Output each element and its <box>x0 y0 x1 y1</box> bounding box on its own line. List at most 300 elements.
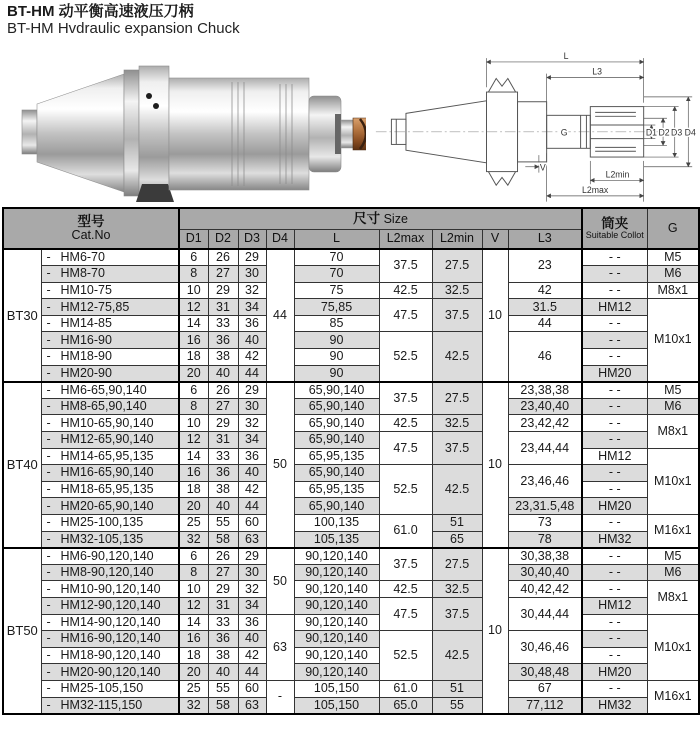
cell-L2max: 65.0 <box>379 697 432 714</box>
model-name: HM8-70 <box>60 266 105 281</box>
cell-L: 70 <box>294 266 379 283</box>
cell-name <box>41 614 179 631</box>
cell-L2max: 61.0 <box>379 680 432 697</box>
cell-name <box>41 515 179 532</box>
page-subtitle: BT-HM Hvdraulic expansion Chuck <box>7 20 240 37</box>
row-bullet: - <box>46 482 51 497</box>
cell-D4: - <box>266 680 294 713</box>
row-bullet: - <box>46 614 51 629</box>
cell-name <box>41 349 179 366</box>
table-row <box>3 631 699 648</box>
cell-D3: 32 <box>238 415 266 432</box>
cell-D3: 40 <box>238 631 266 648</box>
cell-L2min: 27.5 <box>432 249 482 282</box>
cell-L3: 78 <box>508 531 582 548</box>
table-row <box>3 597 699 614</box>
cell-name <box>41 332 179 349</box>
cell-D2: 36 <box>208 631 238 648</box>
model-name: HM18-90,120,140 <box>60 647 161 662</box>
row-bullet: - <box>46 415 51 430</box>
model-name: HM32-105,135 <box>60 531 144 546</box>
cell-L3: 46 <box>508 332 582 382</box>
cell-D1: 25 <box>179 680 208 697</box>
cell-L: 90 <box>294 349 379 366</box>
cell-D3: 34 <box>238 597 266 614</box>
table-row <box>3 498 699 515</box>
cell-D3: 60 <box>238 680 266 697</box>
model-name: HM25-105,150 <box>60 681 144 696</box>
header-d3: D3 <box>238 229 266 249</box>
header-collet <box>582 208 647 249</box>
cell-D3: 63 <box>238 531 266 548</box>
header-l3: L3 <box>508 229 582 249</box>
cell-D1: 12 <box>179 432 208 449</box>
cell-D4: 44 <box>266 249 294 382</box>
cell-L3: 30,38,38 <box>508 548 582 565</box>
cell-D2: 40 <box>208 664 238 681</box>
cell-L2max: 42.5 <box>379 581 432 598</box>
cell-L: 65,95,135 <box>294 448 379 465</box>
cell-collet: HM12 <box>582 597 647 614</box>
cell-G: M6 <box>647 266 699 283</box>
model-name: HM6-90,120,140 <box>60 548 154 563</box>
cell-D3: 63 <box>238 697 266 714</box>
cell-D1: 32 <box>179 531 208 548</box>
cell-collet: - - <box>582 249 647 266</box>
cell-L: 65,90,140 <box>294 382 379 399</box>
row-bullet: - <box>46 565 51 580</box>
cell-D4: 63 <box>266 614 294 680</box>
table-row <box>3 465 699 482</box>
cell-D3: 34 <box>238 299 266 316</box>
cell-D1: 10 <box>179 581 208 598</box>
cell-name <box>41 581 179 598</box>
table-row <box>3 299 699 316</box>
model-name: HM6-65,90,140 <box>60 382 147 397</box>
table-row <box>3 664 699 681</box>
model-name: HM20-90 <box>60 365 112 380</box>
product-photo <box>8 44 366 206</box>
cell-collet: - - <box>582 680 647 697</box>
row-bullet: - <box>46 432 51 447</box>
section-label: BT30 <box>3 249 41 382</box>
cell-G: M6 <box>647 564 699 581</box>
cell-L2min: 27.5 <box>432 548 482 581</box>
cell-collet: - - <box>582 432 647 449</box>
cell-L2min: 37.5 <box>432 597 482 630</box>
cell-name <box>41 597 179 614</box>
cell-collet: - - <box>582 332 647 349</box>
cell-L: 70 <box>294 249 379 266</box>
cell-L: 90,120,140 <box>294 647 379 664</box>
header-l2max: L2max <box>379 229 432 249</box>
cell-L3: 31.5 <box>508 299 582 316</box>
cell-name <box>41 266 179 283</box>
header-catno-zh: 型号 <box>77 213 105 229</box>
cell-collet: - - <box>582 564 647 581</box>
dim-label-D1: D1 <box>645 127 658 138</box>
header-collet-zh: 筒夹 <box>601 215 629 231</box>
cell-D3: 32 <box>238 282 266 299</box>
cell-D2: 27 <box>208 564 238 581</box>
table-row <box>3 349 699 366</box>
table-row <box>3 697 699 714</box>
cell-D2: 31 <box>208 299 238 316</box>
cell-V: 10 <box>482 249 508 382</box>
cell-collet: - - <box>582 465 647 482</box>
header-size-en: Size <box>383 211 408 226</box>
cell-collet: - - <box>582 398 647 415</box>
cell-D3: 30 <box>238 564 266 581</box>
cell-L3: 40,42,42 <box>508 581 582 598</box>
cell-L2min: 42.5 <box>432 631 482 681</box>
cell-D3: 29 <box>238 548 266 565</box>
cell-collet: - - <box>582 515 647 532</box>
cell-collet: HM32 <box>582 531 647 548</box>
cell-collet: - - <box>582 548 647 565</box>
cell-D2: 33 <box>208 315 238 332</box>
header-catno-en: Cat.No <box>71 228 111 243</box>
table-row <box>3 315 699 332</box>
row-bullet: - <box>46 498 51 513</box>
photo-nose-bore <box>335 114 341 154</box>
table-row <box>3 382 699 399</box>
cell-collet: - - <box>582 382 647 399</box>
section-label: BT50 <box>3 548 41 714</box>
model-name: HM20-90,120,140 <box>60 664 161 679</box>
cell-V: 10 <box>482 548 508 714</box>
model-name: HM10-65,90,140 <box>60 415 154 430</box>
photo-taper <box>37 74 124 192</box>
cell-D2: 55 <box>208 680 238 697</box>
row-bullet: - <box>46 382 51 397</box>
cell-L3: 23,31.5,48 <box>508 498 582 515</box>
dim-label-V: V <box>539 162 546 173</box>
cell-L2max: 42.5 <box>379 282 432 299</box>
cell-D3: 60 <box>238 515 266 532</box>
dim-label-D3: D3 <box>671 127 683 138</box>
cell-L: 85 <box>294 315 379 332</box>
table-row <box>3 266 699 283</box>
row-bullet: - <box>46 332 51 347</box>
dim-label-G: G <box>560 127 568 138</box>
cell-D1: 18 <box>179 481 208 498</box>
model-name: HM20-65,90,140 <box>60 498 154 513</box>
cell-D3: 30 <box>238 266 266 283</box>
cell-L: 90 <box>294 332 379 349</box>
cell-D2: 36 <box>208 465 238 482</box>
cell-G: M10x1 <box>647 614 699 680</box>
cell-D4: 50 <box>266 548 294 614</box>
cell-D2: 26 <box>208 249 238 266</box>
row-bullet: - <box>46 316 51 331</box>
table-row <box>3 448 699 465</box>
cell-G: M16x1 <box>647 680 699 713</box>
cell-L3: 77,112 <box>508 697 582 714</box>
row-bullet: - <box>46 681 51 696</box>
cell-name <box>41 315 179 332</box>
cell-L: 105,150 <box>294 680 379 697</box>
cell-collet: - - <box>582 647 647 664</box>
cell-D1: 8 <box>179 266 208 283</box>
cell-D2: 40 <box>208 365 238 382</box>
cell-L2max: 37.5 <box>379 382 432 415</box>
header-size-zh: 尺寸 <box>353 210 381 226</box>
cell-D2: 29 <box>208 415 238 432</box>
cell-L3: 23,42,42 <box>508 415 582 432</box>
cell-D2: 27 <box>208 398 238 415</box>
section-label: BT40 <box>3 382 41 548</box>
model-name: HM8-65,90,140 <box>60 399 147 414</box>
model-name: HM14-90,120,140 <box>60 614 161 629</box>
cell-L: 65,90,140 <box>294 398 379 415</box>
cell-name <box>41 365 179 382</box>
cell-L: 65,95,135 <box>294 481 379 498</box>
row-bullet: - <box>46 465 51 480</box>
row-bullet: - <box>46 299 51 314</box>
cell-collet: HM32 <box>582 697 647 714</box>
row-bullet: - <box>46 598 51 613</box>
cell-D2: 38 <box>208 481 238 498</box>
cell-L2max: 61.0 <box>379 515 432 548</box>
cell-D3: 30 <box>238 398 266 415</box>
cell-L3: 30,44,44 <box>508 597 582 630</box>
cell-L: 105,150 <box>294 697 379 714</box>
dim-label-L2max: L2max <box>582 184 609 195</box>
model-name: HM12-65,90,140 <box>60 432 154 447</box>
header-d2: D2 <box>208 229 238 249</box>
photo-drive-slot <box>136 184 174 202</box>
cell-D1: 12 <box>179 597 208 614</box>
header-size <box>179 208 582 229</box>
header-collet-en: Suitable Collot <box>585 230 644 241</box>
table-row <box>3 581 699 598</box>
model-name: HM25-100,135 <box>60 515 144 530</box>
row-bullet: - <box>46 697 51 712</box>
cell-D3: 42 <box>238 349 266 366</box>
row-bullet: - <box>46 266 51 281</box>
cell-G: M8x1 <box>647 415 699 448</box>
cell-L2max: 37.5 <box>379 548 432 581</box>
cell-D3: 40 <box>238 332 266 349</box>
photo-body <box>169 78 309 190</box>
cell-D1: 20 <box>179 365 208 382</box>
cell-collet: - - <box>582 282 647 299</box>
photo-balance-hole <box>146 93 152 99</box>
cell-L2max: 47.5 <box>379 432 432 465</box>
model-name: HM10-75 <box>60 282 112 297</box>
cell-L3: 30,48,48 <box>508 664 582 681</box>
model-name: HM8-90,120,140 <box>60 565 154 580</box>
table-row <box>3 365 699 382</box>
cell-D2: 58 <box>208 531 238 548</box>
cell-L3: 23,44,44 <box>508 432 582 465</box>
cell-L3: 73 <box>508 515 582 532</box>
header-d1: D1 <box>179 229 208 249</box>
cell-name <box>41 415 179 432</box>
dim-label-L: L <box>563 51 569 62</box>
cell-collet: - - <box>582 349 647 366</box>
table-row <box>3 398 699 415</box>
cell-name <box>41 465 179 482</box>
cell-D2: 55 <box>208 515 238 532</box>
cell-L2min: 51 <box>432 515 482 532</box>
cell-collet: - - <box>582 581 647 598</box>
table-row <box>3 531 699 548</box>
cell-L: 90,120,140 <box>294 548 379 565</box>
cell-D3: 40 <box>238 465 266 482</box>
cell-D3: 44 <box>238 664 266 681</box>
spec-table-body <box>3 249 699 714</box>
cell-D2: 36 <box>208 332 238 349</box>
cell-D1: 6 <box>179 548 208 565</box>
page-title: BT-HM 动平衡高速液压刀柄 <box>7 3 194 20</box>
cell-D2: 26 <box>208 548 238 565</box>
cell-D2: 29 <box>208 581 238 598</box>
table-row <box>3 415 699 432</box>
cell-name <box>41 548 179 565</box>
cell-G: M5 <box>647 382 699 399</box>
photo-endmill-shank <box>341 120 353 148</box>
row-bullet: - <box>46 448 51 463</box>
technical-drawing <box>372 44 698 208</box>
cell-L2min: 32.5 <box>432 415 482 432</box>
header-d4: D4 <box>266 229 294 249</box>
cell-D1: 10 <box>179 415 208 432</box>
row-bullet: - <box>46 531 51 546</box>
table-row <box>3 432 699 449</box>
cell-collet: - - <box>582 481 647 498</box>
cell-D1: 18 <box>179 349 208 366</box>
cell-D2: 31 <box>208 432 238 449</box>
header-g: G <box>647 208 699 249</box>
cell-L2min: 37.5 <box>432 432 482 465</box>
row-bullet: - <box>46 282 51 297</box>
cell-name <box>41 631 179 648</box>
photo-balance-hole <box>153 103 159 109</box>
model-name: HM32-115,150 <box>60 697 143 712</box>
cell-D2: 33 <box>208 614 238 631</box>
model-name: HM16-90 <box>60 332 112 347</box>
table-row <box>3 647 699 664</box>
table-row <box>3 680 699 697</box>
cell-L2min: 65 <box>432 531 482 548</box>
cell-name <box>41 531 179 548</box>
cell-L3: 23,46,46 <box>508 465 582 498</box>
cell-D2: 33 <box>208 448 238 465</box>
cell-L3: 42 <box>508 282 582 299</box>
cell-name <box>41 249 179 266</box>
cell-L3: 44 <box>508 315 582 332</box>
row-bullet: - <box>46 515 51 530</box>
cell-collet: - - <box>582 614 647 631</box>
cell-D2: 29 <box>208 282 238 299</box>
cell-D3: 36 <box>238 614 266 631</box>
photo-pullstud <box>22 110 37 154</box>
dim-label-D2: D2 <box>658 127 670 138</box>
cell-D1: 14 <box>179 315 208 332</box>
table-row <box>3 481 699 498</box>
cell-L2min: 32.5 <box>432 581 482 598</box>
cell-collet: - - <box>582 315 647 332</box>
cell-G: M8x1 <box>647 581 699 614</box>
cell-L2max: 47.5 <box>379 597 432 630</box>
cell-D1: 16 <box>179 631 208 648</box>
table-row <box>3 282 699 299</box>
cell-D2: 40 <box>208 498 238 515</box>
cell-collet: HM20 <box>582 498 647 515</box>
cell-D1: 25 <box>179 515 208 532</box>
cell-name <box>41 680 179 697</box>
cell-L: 90,120,140 <box>294 581 379 598</box>
cell-L3: 23,38,38 <box>508 382 582 399</box>
cell-L3: 23 <box>508 249 582 282</box>
cell-L2min: 42.5 <box>432 465 482 515</box>
cell-L3: 67 <box>508 680 582 697</box>
cell-D3: 42 <box>238 647 266 664</box>
cell-D2: 31 <box>208 597 238 614</box>
header-catno <box>3 208 179 249</box>
dim-label-L3: L3 <box>592 66 602 77</box>
model-name: HM18-65,95,135 <box>60 482 154 497</box>
cell-D1: 10 <box>179 282 208 299</box>
cell-name <box>41 564 179 581</box>
model-name: HM6-70 <box>60 249 105 264</box>
cell-L2min: 37.5 <box>432 299 482 332</box>
cell-D1: 20 <box>179 498 208 515</box>
model-name: HM14-65,95,135 <box>60 448 154 463</box>
model-name: HM14-85 <box>60 316 112 331</box>
cell-collet: - - <box>582 266 647 283</box>
row-bullet: - <box>46 365 51 380</box>
row-bullet: - <box>46 631 51 646</box>
row-bullet: - <box>46 548 51 563</box>
table-row <box>3 332 699 349</box>
cell-D1: 16 <box>179 465 208 482</box>
cell-L: 90,120,140 <box>294 664 379 681</box>
cell-L2max: 52.5 <box>379 465 432 515</box>
model-name: HM16-65,90,140 <box>60 465 154 480</box>
cell-L2max: 37.5 <box>379 249 432 282</box>
model-name: HM10-90,120,140 <box>60 581 161 596</box>
cell-name <box>41 448 179 465</box>
cell-D2: 38 <box>208 349 238 366</box>
cell-L2min: 42.5 <box>432 332 482 382</box>
cell-L3: 30,46,46 <box>508 631 582 664</box>
cell-D1: 12 <box>179 299 208 316</box>
cell-name <box>41 432 179 449</box>
cell-L: 90 <box>294 365 379 382</box>
cell-L: 65,90,140 <box>294 498 379 515</box>
table-row <box>3 515 699 532</box>
cell-name <box>41 498 179 515</box>
cell-G: M8x1 <box>647 282 699 299</box>
header-l2min: L2min <box>432 229 482 249</box>
cell-G: M6 <box>647 398 699 415</box>
cell-collet: HM12 <box>582 299 647 316</box>
cell-L: 90,120,140 <box>294 597 379 614</box>
cell-L: 105,135 <box>294 531 379 548</box>
row-bullet: - <box>46 399 51 414</box>
cell-D3: 36 <box>238 315 266 332</box>
cell-D1: 8 <box>179 564 208 581</box>
cell-L: 90,120,140 <box>294 614 379 631</box>
dim-label-D4: D4 <box>684 127 696 138</box>
cell-D3: 32 <box>238 581 266 598</box>
cell-D3: 34 <box>238 432 266 449</box>
cell-D1: 6 <box>179 382 208 399</box>
cell-L2max: 47.5 <box>379 299 432 332</box>
